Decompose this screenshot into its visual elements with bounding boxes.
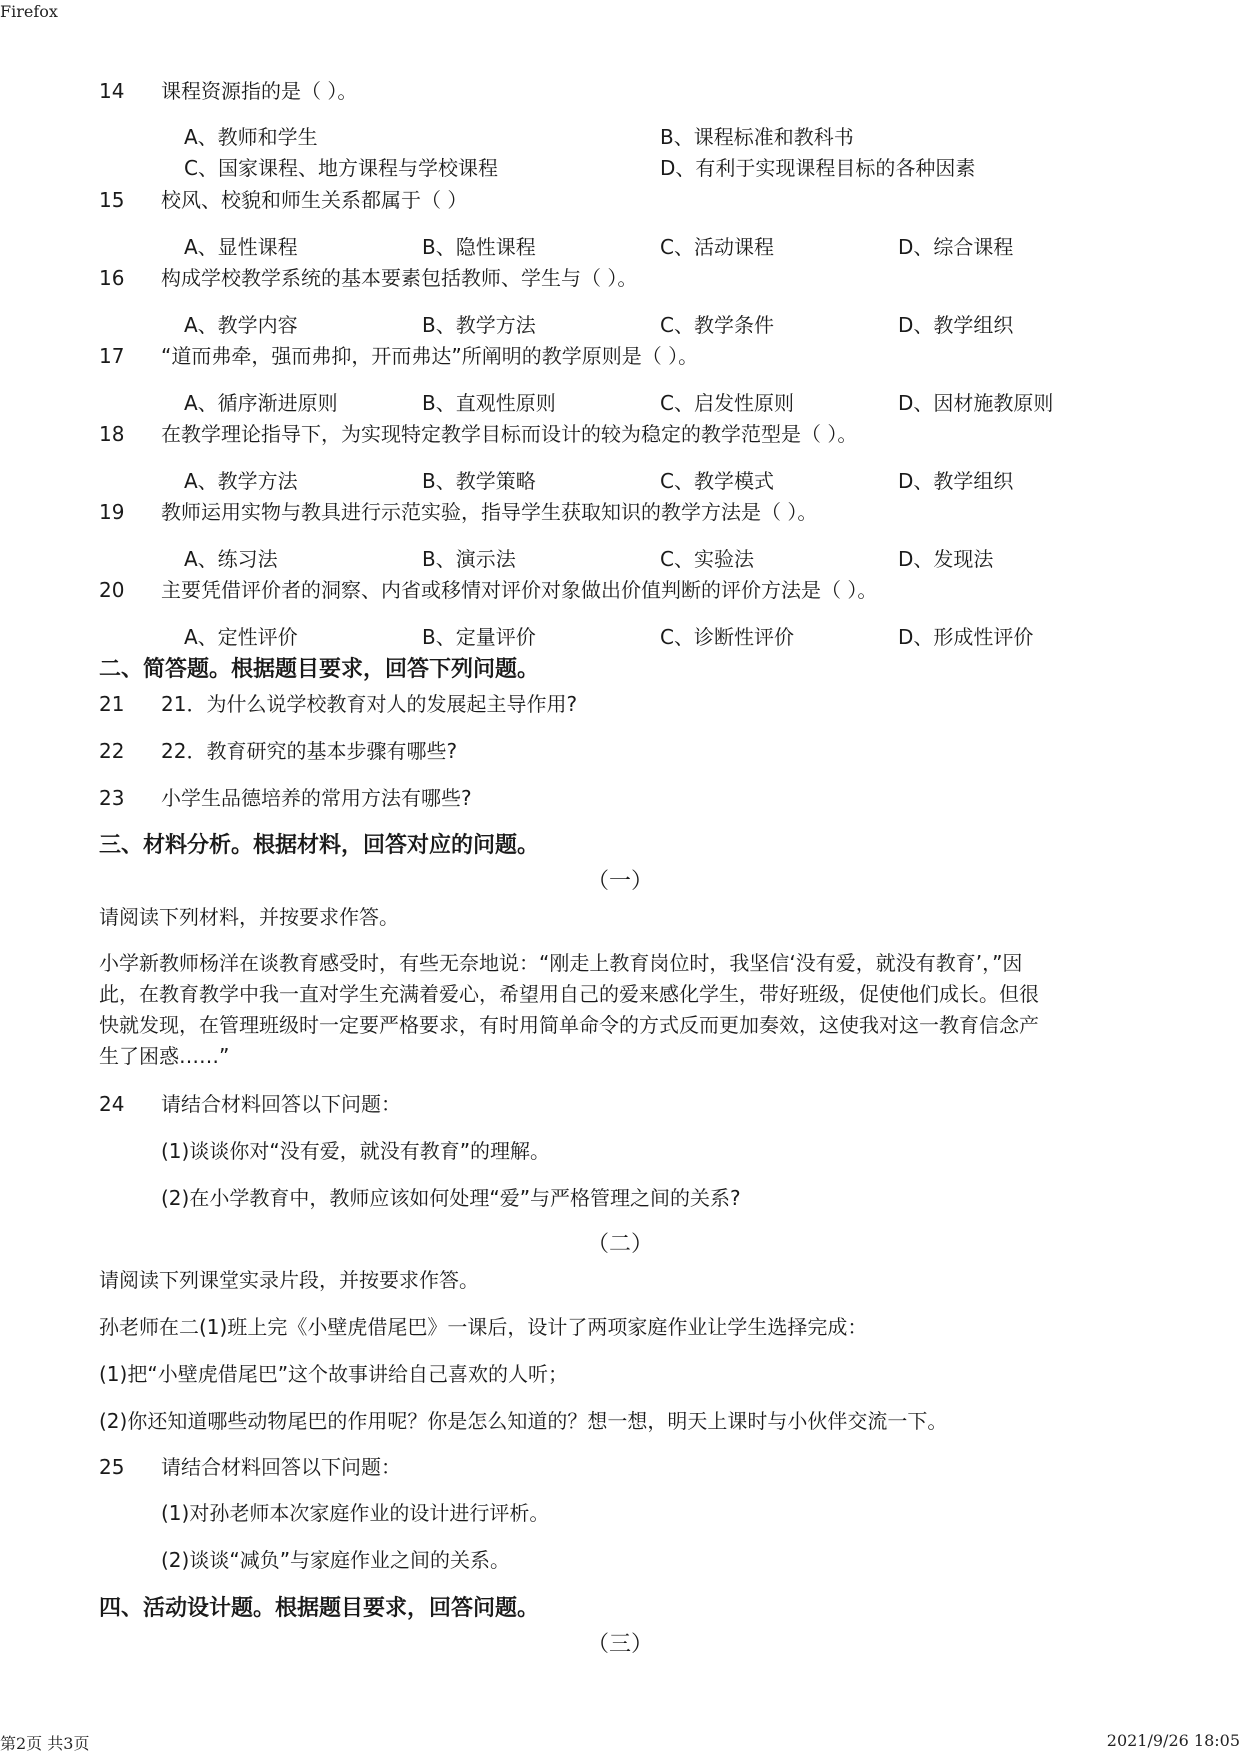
option: A、教师和学生: [184, 125, 318, 149]
section-title: 四、活动设计题。根据题目要求，回答问题。: [99, 1596, 540, 1621]
part-label: （一）: [586, 869, 653, 894]
option: D、发现法: [898, 547, 994, 571]
question-text: 请结合材料回答以下问题：: [161, 1092, 401, 1116]
question-text: 主要凭借评价者的洞察、内省或移情对评价对象做出价值判断的评价方法是（ ）。: [161, 578, 878, 602]
section-title: 二、简答题。根据题目要求，回答下列问题。: [99, 657, 540, 682]
option: A、教学方法: [184, 469, 298, 493]
option: B、课程标准和教科书: [660, 125, 854, 149]
option: A、教学内容: [184, 313, 298, 337]
option: D、形成性评价: [898, 625, 1034, 649]
question-text: 21．为什么说学校教育对人的发展起主导作用?: [161, 692, 578, 716]
option: D、综合课程: [898, 235, 1014, 259]
material-line: 生了困惑……”: [99, 1044, 230, 1068]
section-title: 三、材料分析。根据材料，回答对应的问题。: [99, 833, 540, 858]
question-number: 24: [99, 1092, 125, 1116]
print-datetime: 2021/9/26 18:05: [1106, 1731, 1240, 1750]
material-intro: 请阅读下列材料，并按要求作答。: [99, 905, 399, 929]
option: C、教学条件: [660, 313, 774, 337]
question-text: “道而弗牵，强而弗抑，开而弗达”所阐明的教学原则是（ ）。: [161, 344, 699, 368]
question-text: 课程资源指的是（ ）。: [161, 79, 358, 103]
part-label: （三）: [586, 1632, 653, 1657]
sub-question: (2)谈谈“减负”与家庭作业之间的关系。: [161, 1548, 511, 1572]
option: A、循序渐进原则: [184, 391, 338, 415]
option: C、活动课程: [660, 235, 774, 259]
question-number: 16: [99, 266, 125, 290]
question-number: 21: [99, 692, 125, 716]
question-number: 15: [99, 188, 125, 212]
question-text: 校风、校貌和师生关系都属于（ ）: [161, 188, 468, 212]
question-number: 25: [99, 1455, 125, 1479]
question-number: 23: [99, 786, 125, 810]
option: A、练习法: [184, 547, 278, 571]
sub-question: (1)谈谈你对“没有爱，就没有教育”的理解。: [161, 1139, 551, 1163]
option: B、定量评价: [422, 625, 536, 649]
question-text: 教师运用实物与教具进行示范实验，指导学生获取知识的教学方法是（ ）。: [161, 500, 818, 524]
question-number: 22: [99, 739, 125, 763]
question-text: 在教学理论指导下，为实现特定教学目标而设计的较为稳定的教学范型是（ ）。: [161, 422, 858, 446]
question-text: 请结合材料回答以下问题：: [161, 1455, 401, 1479]
option: B、隐性课程: [422, 235, 536, 259]
option: A、定性评价: [184, 625, 298, 649]
material-intro: 请阅读下列课堂实录片段，并按要求作答。: [99, 1268, 479, 1292]
page-indicator: 第2页 共3页: [0, 1734, 90, 1753]
option: D、有利于实现课程目标的各种因素: [660, 156, 976, 180]
option: D、因材施教原则: [898, 391, 1054, 415]
option: B、直观性原则: [422, 391, 556, 415]
material-line: 此，在教育教学中我一直对学生充满着爱心，希望用自己的爱来感化学生，带好班级，促使他们成长。但很: [99, 982, 1039, 1006]
question-text: 构成学校教学系统的基本要素包括教师、学生与（ ）。: [161, 266, 638, 290]
option: B、教学方法: [422, 313, 536, 337]
material-line: 快就发现，在管理班级时一定要严格要求，有时用简单命令的方式反而更加奏效，这使我对这一教育信念产: [99, 1013, 1039, 1037]
sub-question: (1)对孙老师本次家庭作业的设计进行评析。: [161, 1501, 550, 1525]
question-number: 18: [99, 422, 125, 446]
sub-question: (2)在小学教育中，教师应该如何处理“爱”与严格管理之间的关系?: [161, 1186, 741, 1210]
option: C、诊断性评价: [660, 625, 794, 649]
option: A、显性课程: [184, 235, 298, 259]
material-line: 小学新教师杨洋在谈教育感受时，有些无奈地说：“刚走上教育岗位时，我坚信‘没有爱，就没有教育’，”因: [99, 951, 1023, 975]
question-text: 22．教育研究的基本步骤有哪些?: [161, 739, 458, 763]
question-number: 14: [99, 79, 125, 103]
option: D、教学组织: [898, 469, 1014, 493]
material-line: 孙老师在二(1)班上完《小壁虎借尾巴》一课后，设计了两项家庭作业让学生选择完成：: [99, 1315, 868, 1339]
question-number: 19: [99, 500, 125, 524]
part-label: （二）: [586, 1232, 653, 1257]
option: C、启发性原则: [660, 391, 794, 415]
option: D、教学组织: [898, 313, 1014, 337]
question-text: 小学生品德培养的常用方法有哪些?: [161, 786, 472, 810]
option: C、国家课程、地方课程与学校课程: [184, 156, 498, 180]
option: B、教学策略: [422, 469, 536, 493]
question-number: 17: [99, 344, 125, 368]
option: C、实验法: [660, 547, 754, 571]
question-number: 20: [99, 578, 125, 602]
material-line: (1)把“小壁虎借尾巴”这个故事讲给自己喜欢的人听；: [99, 1362, 569, 1386]
option: C、教学模式: [660, 469, 774, 493]
browser-header: Firefox: [0, 2, 58, 21]
material-line: (2)你还知道哪些动物尾巴的作用呢？你是怎么知道的？想一想，明天上课时与小伙伴交流一下。: [99, 1409, 948, 1433]
option: B、演示法: [422, 547, 516, 571]
